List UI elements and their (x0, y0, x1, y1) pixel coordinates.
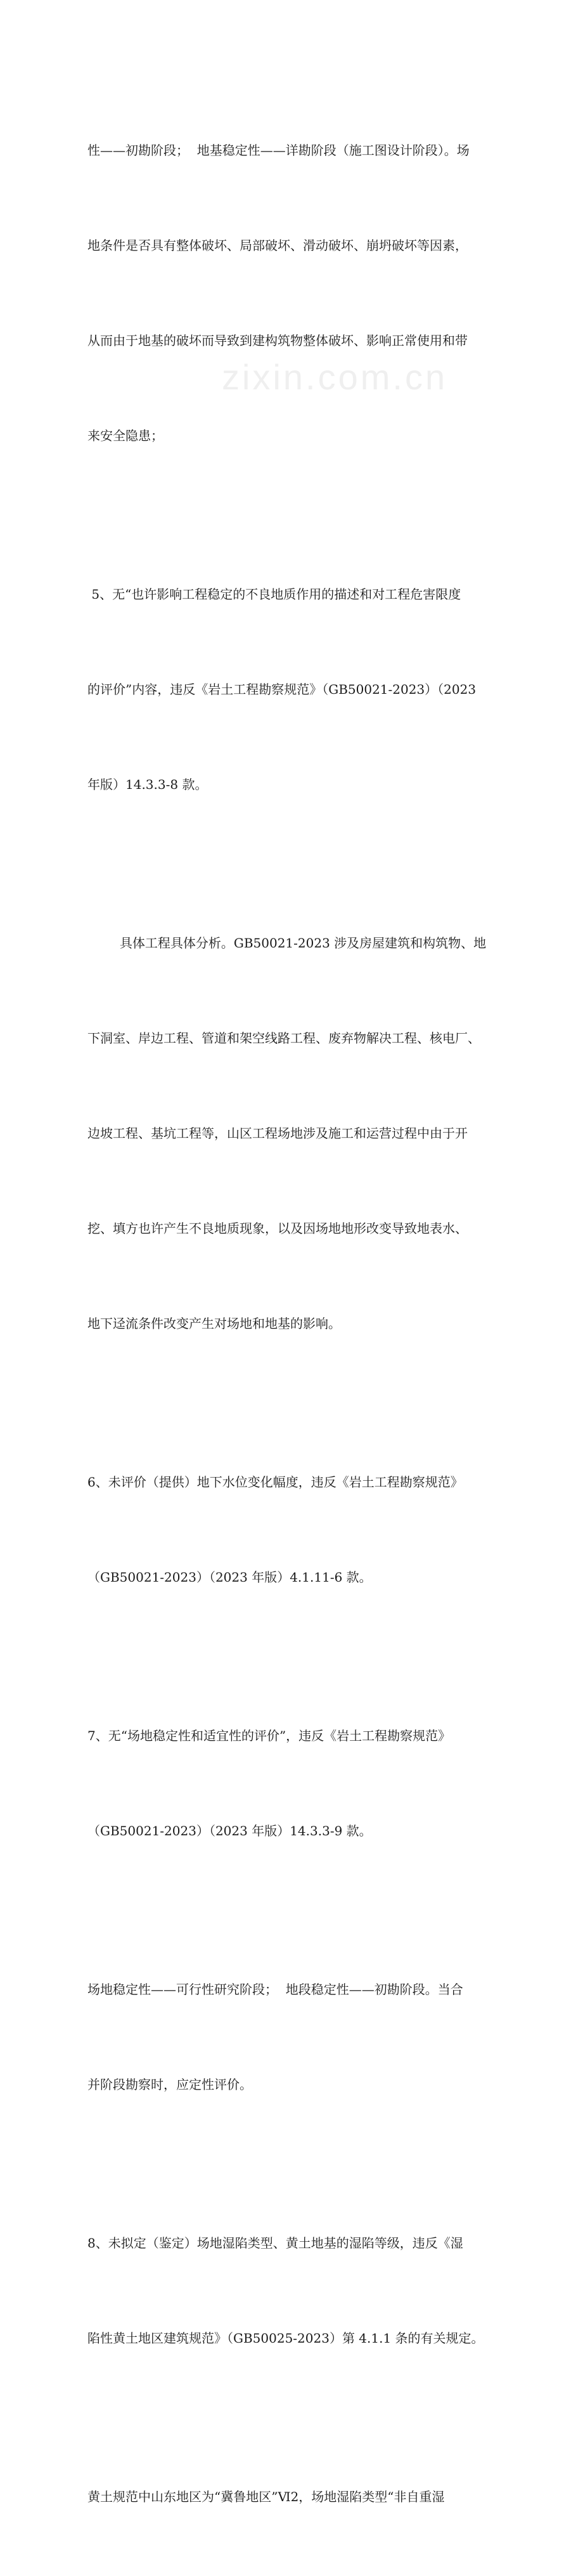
document-body (87, 71, 499, 2576)
text-line: 8、未拟定（鉴定）场地湿陷类型、黄土地基的湿陷等级，违反《湿 (87, 2235, 463, 2251)
text-line: 陷性黄土地区建筑规范》（GB50025-2023）第 4.1.1 条的有关规定。 (87, 2331, 484, 2346)
text-line: 具体工程具体分析。GB50021-2023 涉及房屋建筑和构筑物、地 (87, 935, 487, 951)
text-line: 从而由于地基的破坏而导致到建构筑物整体破坏、影响正常使用和带 (87, 333, 468, 348)
text-line: 场地稳定性——可行性研究阶段； 地段稳定性——初勘阶段。当合 (87, 1982, 463, 1997)
text-line: （GB50021-2023）（2023 年版）4.1.11-6 款。 (87, 1570, 372, 1585)
text-line: 挖、填方也许产生不良地质现象，以及因场地地形改变导致地表水、 (87, 1221, 468, 1236)
text-line: 边坡工程、基坑工程等，山区工程场地涉及施工和运营过程中由于开 (87, 1126, 468, 1141)
watermark: zixin.com.cn (222, 357, 448, 397)
paragraph-item-5 (87, 515, 499, 864)
text-line: 来安全隐患； (87, 428, 163, 443)
paragraph-item-6 (87, 1403, 499, 1656)
text-line: 7、无“场地稳定性和适宜性的评价”，违反《岩土工程勘察规范》 (87, 1728, 451, 1743)
text-line: 性——初勘阶段； 地基稳定性——详勘阶段（施工图设计阶段）。场 (87, 143, 470, 158)
text-line: （GB50021-2023）（2023 年版）14.3.3-9 款。 (87, 1823, 372, 1838)
text-line: 5、无“也许影响工程稳定的不良地质作用的描述和对工程危害限度 (87, 587, 461, 602)
paragraph-site-stability (87, 1910, 499, 2164)
paragraph-analysis (87, 864, 499, 1403)
text-line: 并阶段勘察时，应定性评价。 (87, 2077, 252, 2092)
text-line: 6、未评价（提供）地下水位变化幅度，违反《岩土工程勘察规范》 (87, 1474, 463, 1490)
text-line: 的评价”内容，违反《岩土工程勘察规范》（GB50021-2023）（2023 (87, 682, 477, 697)
text-line: 地下迳流条件改变产生对场地和地基的影响。 (87, 1316, 341, 1331)
text-line: 下洞室、岸边工程、管道和架空线路工程、废弃物解决工程、核电厂、 (87, 1031, 480, 1046)
paragraph-loess (87, 2417, 499, 2576)
paragraph-item-8 (87, 2164, 499, 2417)
text-line: 地条件是否具有整体破坏、局部破坏、滑动破坏、崩坍破坏等因素， (87, 238, 468, 253)
paragraph-stability-stages (87, 71, 499, 515)
text-line: 年版）14.3.3-8 款。 (87, 777, 208, 792)
text-line: 黄土规范中山东地区为“冀鲁地区”Ⅵ2，场地湿陷类型“非自重湿 (87, 2489, 445, 2504)
paragraph-item-7 (87, 1656, 499, 1910)
